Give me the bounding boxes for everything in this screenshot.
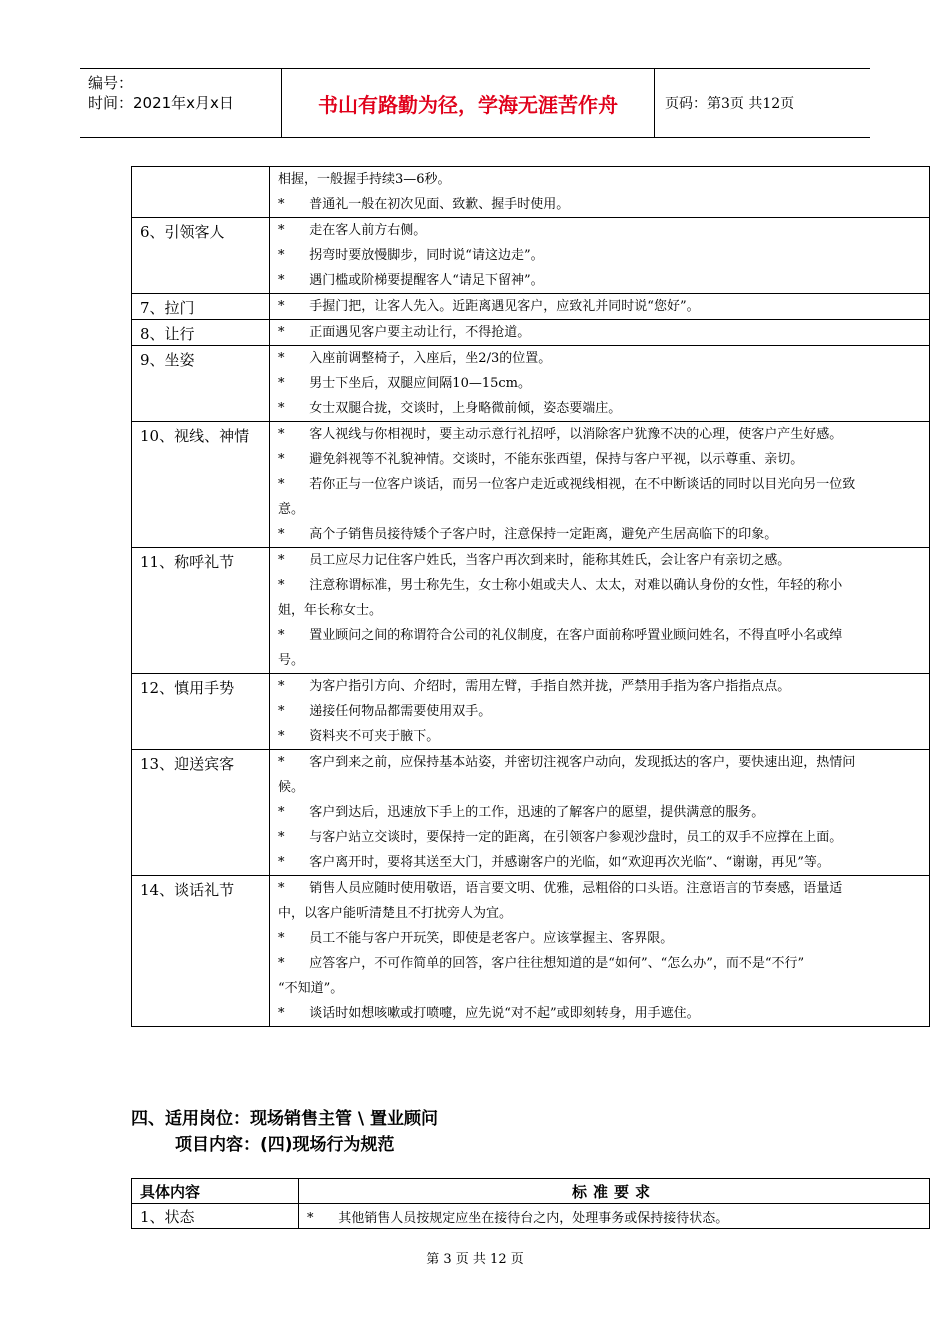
content-line: * 入座前调整椅子，入座后，坐2/3的位置。	[278, 351, 552, 366]
table-row	[132, 548, 930, 674]
code-label: 编号：	[88, 74, 134, 92]
row-label: 8、让行	[132, 320, 270, 346]
content-line: * 客户离开时，要将其送至大门，并感谢客户的光临，如“欢迎再次光临”、“谢谢，再见”等。	[278, 855, 830, 870]
behavior-standards-table	[131, 1178, 930, 1229]
row-label: 1、状态	[132, 1204, 299, 1229]
row-content	[270, 218, 930, 294]
section-title: 四、适用岗位：现场销售主管 \ 置业顾问	[131, 1109, 439, 1129]
header-page-number: 页码：第3页 共12页	[665, 96, 795, 112]
row-label: 10、视线、神情	[132, 422, 270, 548]
row-content	[270, 167, 930, 218]
row-content	[270, 422, 930, 548]
section-subtitle: 项目内容：(四)现场行为规范	[175, 1135, 395, 1155]
table-row	[132, 876, 930, 1027]
row-content	[270, 294, 930, 320]
table-row	[132, 750, 930, 876]
table-row	[132, 320, 930, 346]
content-line: * 手握门把，让客人先入。近距离遇见客户，应致礼并同时说“您好”。	[278, 299, 700, 314]
table-header-row	[132, 1179, 930, 1204]
row-label: 12、慎用手势	[132, 674, 270, 750]
row-content	[270, 346, 930, 422]
header-content-column: 具体内容	[132, 1179, 299, 1204]
content-line: * 员工不能与客户开玩笑，即使是老客户。应该掌握主、客界限。	[278, 931, 674, 946]
content-line: * 男士下坐后，双腿应间隔10—15cm。	[278, 376, 531, 391]
content-line: * 为客户指引方向、介绍时，需用左臂，手指自然并拢，严禁用手指为客户指指点点。	[278, 679, 791, 694]
content-line: * 注意称谓标准，男士称先生，女士称小姐或夫人、太太，对难以确认身份的女性，年轻的称小	[278, 578, 843, 593]
table-row	[132, 167, 930, 218]
content-line: * 谈话时如想咳嗽或打喷嚏，应先说“对不起”或即刻转身，用手遮住。	[278, 1006, 700, 1021]
row-content	[270, 876, 930, 1027]
row-content	[270, 320, 930, 346]
etiquette-table	[131, 166, 930, 1027]
content-line: * 避免斜视等不礼貌神情。交谈时，不能东张西望，保持与客户平视，以示尊重、亲切。	[278, 452, 804, 467]
table-row	[132, 294, 930, 320]
content-line: * 客户到达后，迅速放下手上的工作，迅速的了解客户的愿望，提供满意的服务。	[278, 805, 765, 820]
row-label: 9、坐姿	[132, 346, 270, 422]
row-label: 11、称呼礼节	[132, 548, 270, 674]
content-line: * 员工应尽力记住客户姓氏，当客户再次到来时，能称其姓氏，会让客户有亲切之感。	[278, 553, 791, 568]
table-row	[132, 346, 930, 422]
content-line: * 正面遇见客户要主动让行，不得抢道。	[278, 325, 531, 340]
content-line: * 拐弯时要放慢脚步，同时说“请这边走”。	[278, 248, 544, 263]
content-line: * 递接任何物品都需要使用双手。	[278, 704, 492, 719]
row-label: 6、引领客人	[132, 218, 270, 294]
table-row	[132, 218, 930, 294]
row-content	[270, 548, 930, 674]
table-row	[132, 422, 930, 548]
content-line: 姐，年长称女士。	[278, 603, 383, 618]
table-row	[132, 674, 930, 750]
content-line: 号。	[278, 653, 305, 668]
row-content	[270, 750, 930, 876]
content-line: 相握，一般握手持续3—6秒。	[278, 172, 451, 187]
content-line: “不知道”。	[278, 981, 344, 996]
content-line: 意。	[278, 502, 305, 517]
date-label: 时间：2021年x月x日	[88, 94, 234, 112]
content-line: * 女士双腿合拢，交谈时，上身略微前倾，姿态要端庄。	[278, 401, 622, 416]
row-label: 14、谈话礼节	[132, 876, 270, 1027]
content-line: * 遇门槛或阶梯要提醒客人“请足下留神”。	[278, 273, 544, 288]
content-line: 中，以客户能听清楚且不打扰旁人为宜。	[278, 906, 513, 921]
page-header	[80, 68, 870, 138]
page-footer: 第 3 页 共 12 页	[426, 1252, 524, 1267]
content-line: * 资料夹不可夹于腋下。	[278, 729, 440, 744]
content-line: * 走在客人前方右侧。	[278, 223, 427, 238]
content-line: * 客人视线与你相视时，要主动示意行礼招呼，以消除客户犹豫不决的心理，使客户产生好感。	[278, 427, 843, 442]
row-label: 13、迎送宾客	[132, 750, 270, 876]
content-line: * 应答客户，不可作简单的回答，客户往往想知道的是“如何”、“怎么办”，而不是“不行”	[278, 956, 805, 971]
row-label	[132, 167, 270, 218]
header-motto: 书山有路勤为径，学海无涯苦作舟	[282, 69, 655, 137]
content-line: * 若你正与一位客户谈话，而另一位客户走近或视线相视，在不中断谈话的同时以目光向另一位致	[278, 477, 856, 492]
row-content	[270, 674, 930, 750]
header-meta	[80, 69, 282, 137]
row-label: 7、拉门	[132, 294, 270, 320]
content-line: * 置业顾问之间的称谓符合公司的礼仪制度，在客户面前称呼置业顾问姓名，不得直呼小名或绰	[278, 628, 843, 643]
table-row	[132, 1204, 930, 1229]
row-content: * 其他销售人员按规定应坐在接待台之内，处理事务或保持接待状态。	[299, 1204, 930, 1229]
content-line: * 销售人员应随时使用敬语，语言要文明、优雅，忌粗俗的口头语。注意语言的节奏感，语量适	[278, 881, 843, 896]
content-line: * 与客户站立交谈时，要保持一定的距离，在引领客户参观沙盘时，员工的双手不应撑在上面。	[278, 830, 843, 845]
content-line: * 客户到来之前，应保持基本站姿，并密切注视客户动向，发现抵达的客户，要快速出迎，热情问	[278, 755, 856, 770]
content-line: * 普通礼一般在初次见面、致歉、握手时使用。	[278, 197, 570, 212]
header-standard-column: 标准要求	[299, 1179, 930, 1204]
content-line: 候。	[278, 780, 305, 795]
content-line: * 高个子销售员接待矮个子客户时，注意保持一定距离，避免产生居高临下的印象。	[278, 527, 778, 542]
